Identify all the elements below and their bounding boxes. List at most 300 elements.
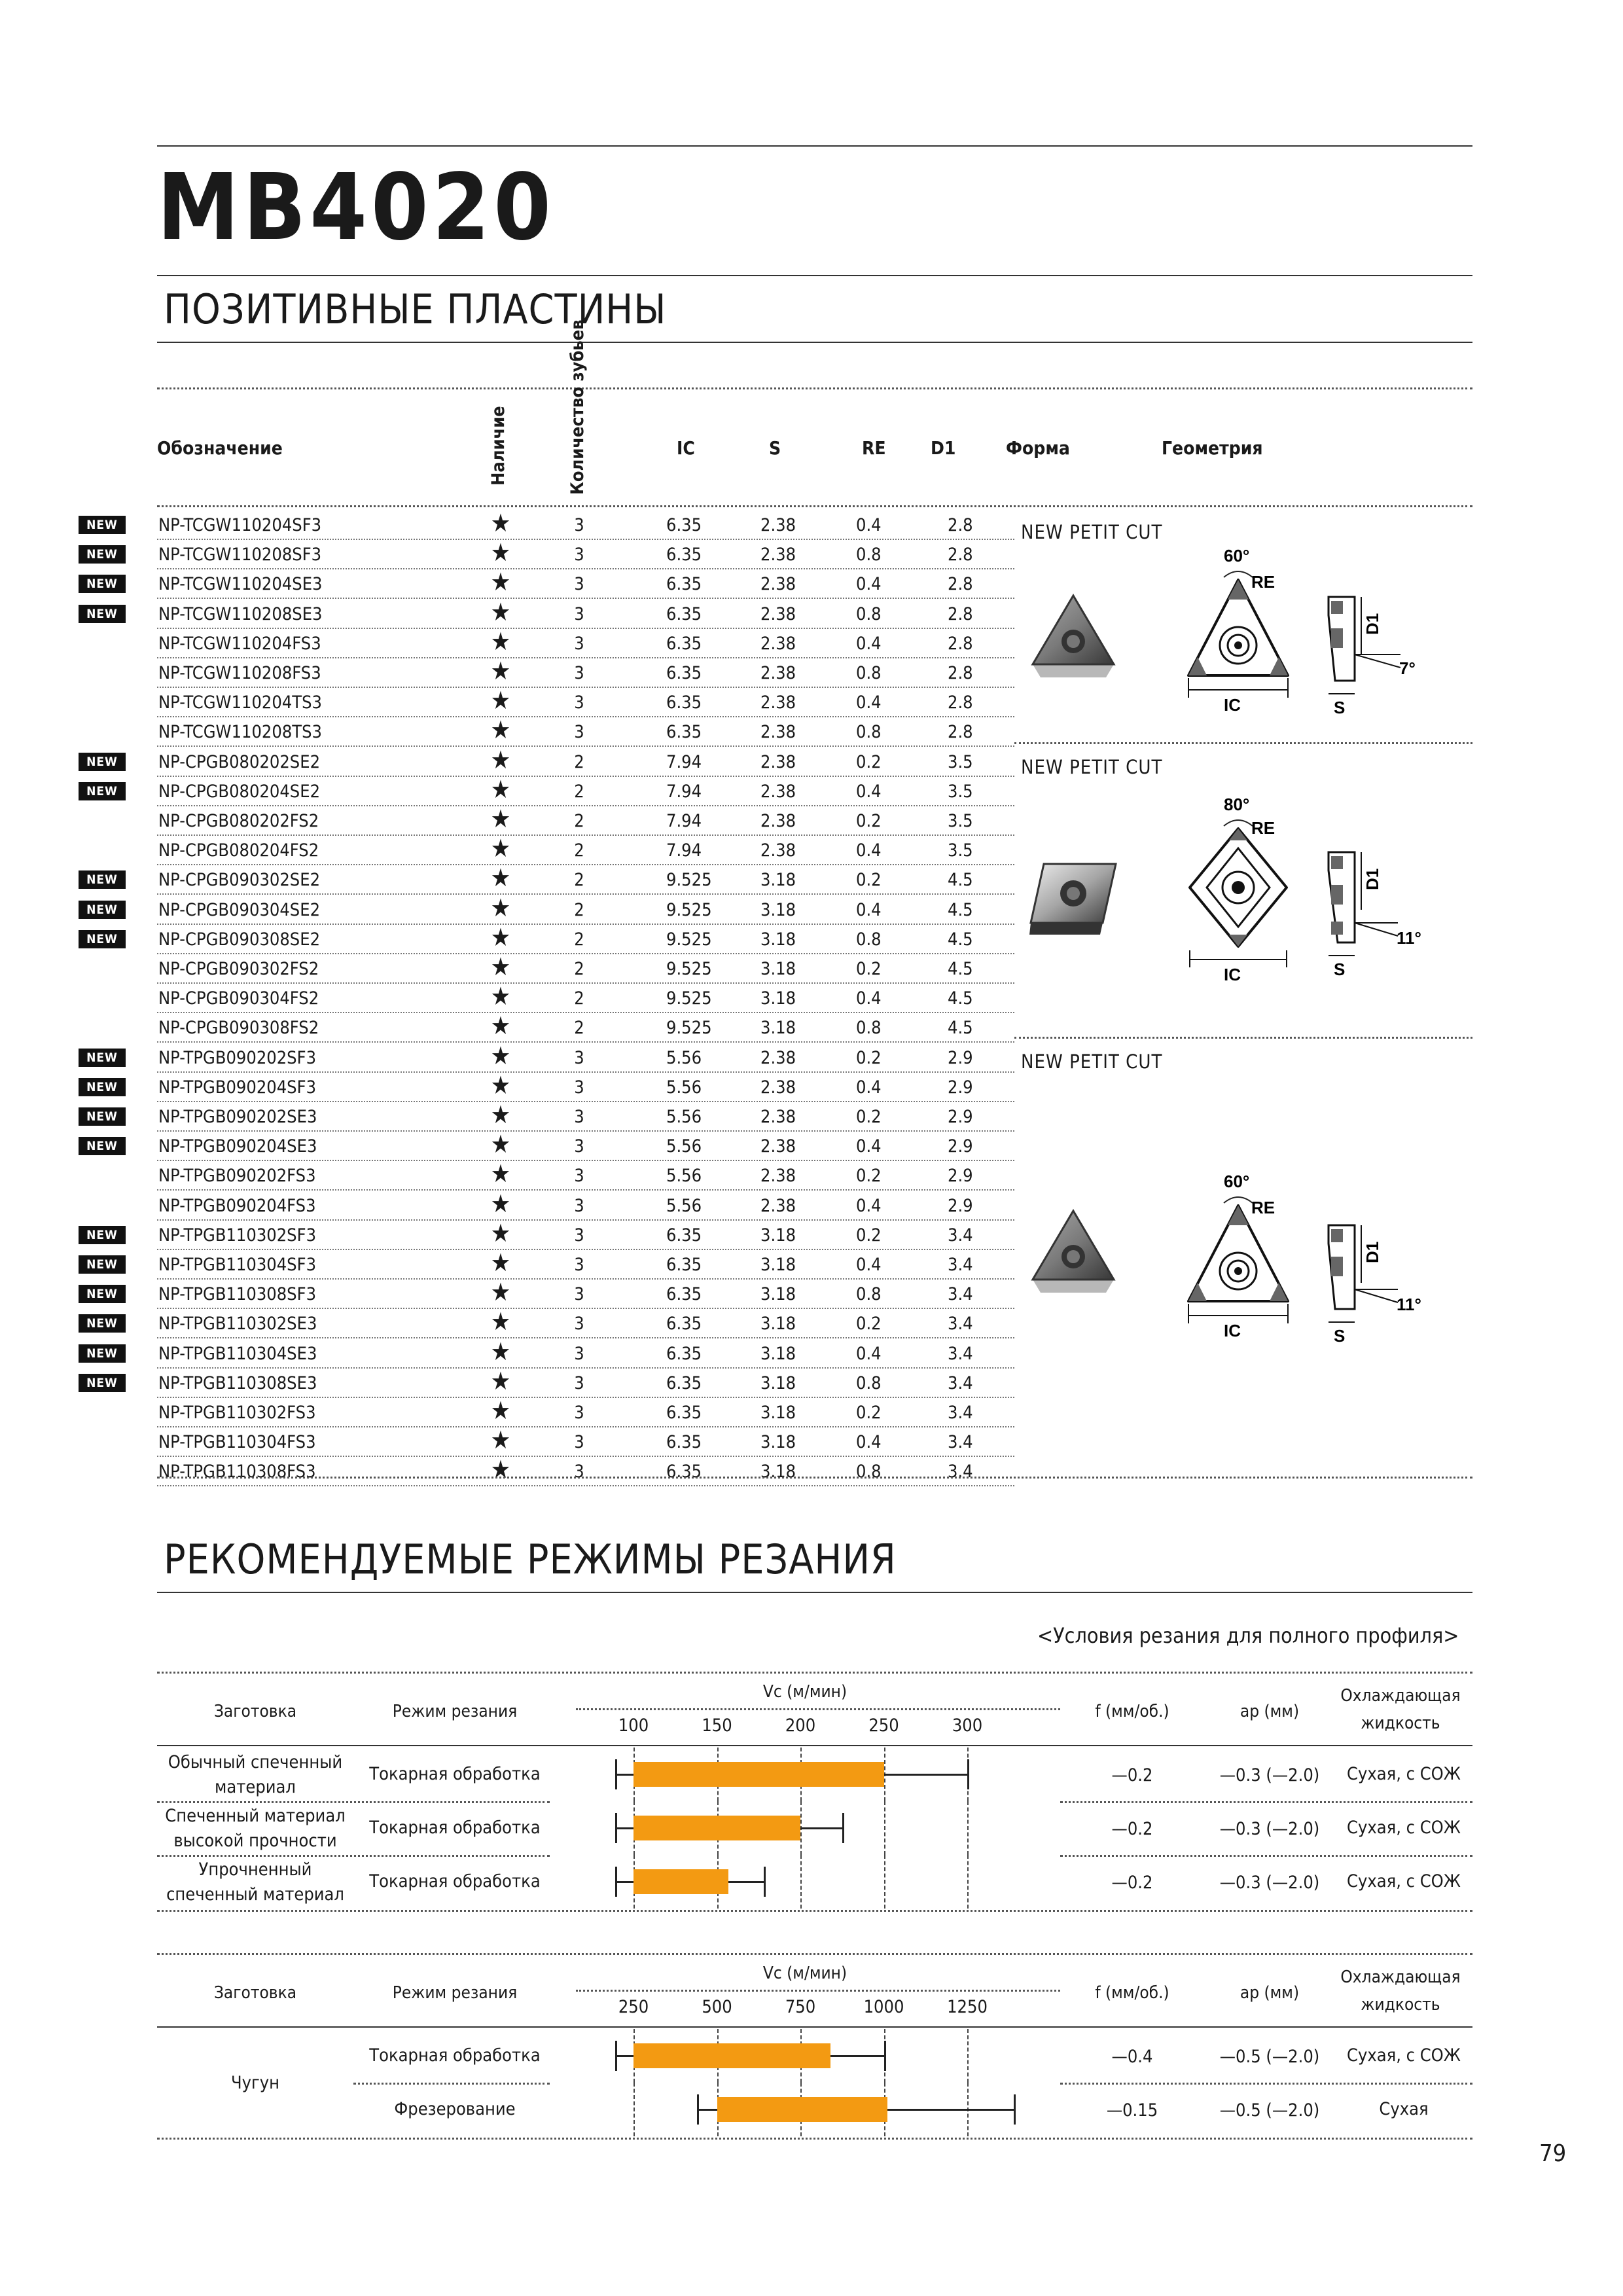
- cell-s: 3.18: [760, 1372, 796, 1393]
- vc-tick-label: 250: [868, 1715, 899, 1736]
- cell-s: 3.18: [760, 1462, 796, 1482]
- cell-re: 0.4: [856, 1255, 882, 1275]
- cell-s: 2.38: [760, 781, 796, 802]
- star-icon: ★: [490, 509, 511, 537]
- cell-availability: [478, 1336, 524, 1366]
- cell-code: NP-CPGB090302FS2: [158, 959, 319, 979]
- cell-d1: 2.8: [948, 603, 973, 624]
- cell-d1: 2.9: [948, 1077, 973, 1098]
- cell-ic: 5.56: [666, 1136, 702, 1157]
- cell-d1: 2.8: [948, 574, 973, 595]
- cell-availability: [478, 1426, 524, 1455]
- star-icon: ★: [490, 774, 511, 804]
- star-icon: ★: [490, 567, 511, 597]
- svg-text:IC: IC: [1224, 965, 1241, 984]
- section-subtitle: ПОЗИТИВНЫЕ ПЛАСТИНЫ: [164, 285, 667, 333]
- vc-gridline: [633, 2083, 635, 2136]
- cell-teeth: 2: [574, 1018, 584, 1039]
- cell-availability: [478, 1366, 524, 1395]
- svg-text:RE: RE: [1251, 1198, 1275, 1217]
- cell-s: 2.38: [760, 545, 796, 565]
- page-title: MB4020: [157, 154, 555, 261]
- header-availability: Наличие: [488, 406, 508, 486]
- star-icon: ★: [490, 715, 511, 745]
- group-label-cpgb: NEW PETIT CUT: [1021, 756, 1163, 778]
- cell-code: NP-TPGB090202SF3: [158, 1047, 317, 1068]
- cell-re: 0.8: [856, 1284, 882, 1305]
- cell-availability: [478, 656, 524, 685]
- cell-teeth: 2: [574, 870, 584, 891]
- vc-tick-label: 100: [618, 1715, 649, 1736]
- coolant-value: Сухая, с СОЖ: [1347, 2045, 1461, 2066]
- insert-side-view-7: [1322, 589, 1427, 720]
- vc-tick-label: 300: [952, 1715, 983, 1736]
- cell-re: 0.2: [856, 1225, 882, 1246]
- cell-availability: [478, 538, 524, 567]
- star-icon: ★: [490, 538, 511, 567]
- cell-teeth: 2: [574, 751, 584, 772]
- star-icon: ★: [490, 597, 511, 626]
- cell-s: 3.18: [760, 1432, 796, 1453]
- vc-tick-label: 1250: [947, 1997, 988, 2017]
- insert-side-view-11-b: [1322, 1217, 1433, 1348]
- cell-teeth: 3: [574, 515, 584, 535]
- cell-s: 2.38: [760, 515, 796, 535]
- cell-code: NP-CPGB080204SE2: [158, 781, 321, 802]
- range-end-tick: [842, 1813, 844, 1843]
- table-row: [157, 597, 1014, 629]
- cell-code: NP-TCGW110204SE3: [158, 574, 323, 595]
- cell-d1: 2.9: [948, 1195, 973, 1216]
- table-row: [157, 895, 1014, 925]
- table-row: [157, 1398, 1014, 1427]
- group-label-tpgb: NEW PETIT CUT: [1021, 1050, 1163, 1073]
- cell-re: 0.8: [856, 929, 882, 950]
- svg-text:11°: 11°: [1397, 928, 1421, 948]
- cell-re: 0.2: [856, 1314, 882, 1335]
- cell-re: 0.4: [856, 1432, 882, 1453]
- star-icon: ★: [490, 686, 511, 715]
- cell-availability: [478, 774, 524, 804]
- cell-code: NP-TCGW110208SE3: [158, 603, 323, 624]
- cell-availability: [478, 804, 524, 833]
- t2-header-mode: Режим резания: [392, 1983, 518, 2003]
- cell-s: 2.38: [760, 1166, 796, 1187]
- cell-re: 0.2: [856, 751, 882, 772]
- svg-text:S: S: [1334, 698, 1346, 717]
- svg-text:D1: D1: [1363, 613, 1382, 635]
- cell-ic: 6.35: [666, 1403, 702, 1423]
- cell-teeth: 3: [574, 1077, 584, 1098]
- cell-re: 0.4: [856, 988, 882, 1009]
- cell-availability: [478, 1130, 524, 1159]
- cell-d1: 4.5: [948, 959, 973, 979]
- range-end-tick: [1014, 2094, 1016, 2125]
- cell-d1: 2.8: [948, 515, 973, 535]
- cell-s: 3.18: [760, 988, 796, 1009]
- cell-teeth: 3: [574, 1343, 584, 1364]
- star-icon: ★: [490, 952, 511, 981]
- star-icon: ★: [490, 834, 511, 863]
- cell-s: 3.18: [760, 899, 796, 920]
- table-row: [157, 1191, 1014, 1221]
- cell-teeth: 3: [574, 574, 584, 595]
- cell-code: NP-TPGB090202SE3: [158, 1107, 317, 1127]
- cell-re: 0.2: [856, 1047, 882, 1068]
- cell-re: 0.2: [856, 870, 882, 891]
- cell-re: 0.2: [856, 959, 882, 979]
- cell-ic: 9.525: [666, 959, 712, 979]
- cell-teeth: 3: [574, 633, 584, 654]
- cell-d1: 3.4: [948, 1314, 973, 1335]
- cell-s: 2.38: [760, 840, 796, 861]
- new-badge: NEW: [79, 1255, 126, 1274]
- vc-gridline: [884, 1801, 885, 1855]
- star-icon: ★: [490, 982, 511, 1011]
- cell-s: 3.18: [760, 1225, 796, 1246]
- table-row: [157, 1132, 1014, 1161]
- insert-diagram-triangle-60: [1178, 547, 1309, 717]
- cell-teeth: 3: [574, 663, 584, 683]
- cell-d1: 2.9: [948, 1107, 973, 1127]
- feed-value: —0.2: [1111, 1765, 1153, 1785]
- new-badge: NEW: [79, 545, 126, 564]
- t1-header-mode: Режим резания: [392, 1702, 518, 1721]
- cell-d1: 3.5: [948, 751, 973, 772]
- cell-ic: 6.35: [666, 633, 702, 654]
- cell-teeth: 3: [574, 1284, 584, 1305]
- cell-d1: 3.4: [948, 1432, 973, 1453]
- star-icon: ★: [490, 1130, 511, 1159]
- cell-code: NP-TCGW110208FS3: [158, 663, 321, 683]
- svg-text:D1: D1: [1363, 868, 1382, 890]
- table-row: [157, 688, 1014, 717]
- table-bottom-border: [157, 1910, 1472, 1912]
- cell-d1: 4.5: [948, 929, 973, 950]
- cell-code: NP-TCGW110204SF3: [158, 515, 322, 535]
- cell-ic: 9.525: [666, 870, 712, 891]
- cell-re: 0.2: [856, 811, 882, 831]
- cell-ic: 9.525: [666, 929, 712, 950]
- table-row: [157, 865, 1014, 895]
- cell-ic: 6.35: [666, 722, 702, 743]
- workpiece-cast-iron: Чугун: [230, 2073, 280, 2093]
- feed-value: —0.2: [1111, 1819, 1153, 1839]
- cell-code: NP-CPGB080202SE2: [158, 751, 321, 772]
- cell-d1: 3.4: [948, 1255, 973, 1275]
- star-icon: ★: [490, 1366, 511, 1395]
- cell-availability: [478, 922, 524, 952]
- feed-value: —0.15: [1106, 2100, 1158, 2121]
- cell-code: NP-TPGB110304FS3: [158, 1432, 316, 1453]
- cell-availability: [478, 1041, 524, 1070]
- cell-availability: [478, 1189, 524, 1218]
- vc-recommended-bar: [717, 2097, 887, 2122]
- cell-d1: 2.9: [948, 1047, 973, 1068]
- cell-ic: 6.35: [666, 515, 702, 535]
- insert-photo-triangle-2: [1027, 1204, 1119, 1302]
- table-row: [157, 1013, 1014, 1043]
- star-icon: ★: [490, 626, 511, 656]
- cutting-note: <Условия резания для полного профиля>: [1037, 1623, 1459, 1648]
- cell-code: NP-CPGB080204FS2: [158, 840, 319, 861]
- cell-code: NP-TCGW110208SF3: [158, 545, 322, 565]
- cell-re: 0.8: [856, 1372, 882, 1393]
- star-icon: ★: [490, 1307, 511, 1336]
- cell-s: 2.38: [760, 603, 796, 624]
- cell-d1: 3.4: [948, 1284, 973, 1305]
- cell-ic: 6.35: [666, 1284, 702, 1305]
- cell-ic: 5.56: [666, 1195, 702, 1216]
- star-icon: ★: [490, 1455, 511, 1484]
- vc-tick-label: 1000: [863, 1997, 904, 2017]
- cell-ic: 7.94: [666, 781, 702, 802]
- cutting-mode: Фрезерование: [394, 2099, 516, 2119]
- cell-availability: [478, 863, 524, 893]
- cell-re: 0.4: [856, 574, 882, 595]
- table-row: [157, 658, 1014, 688]
- cell-ic: 6.35: [666, 603, 702, 624]
- cell-teeth: 2: [574, 781, 584, 802]
- cell-ic: 6.35: [666, 1255, 702, 1275]
- table-row: [157, 626, 1014, 658]
- cell-d1: 3.5: [948, 840, 973, 861]
- cell-ic: 6.35: [666, 1225, 702, 1246]
- cell-code: NP-TPGB110304SE3: [158, 1343, 317, 1364]
- cell-ic: 6.35: [666, 1462, 702, 1482]
- star-icon: ★: [490, 1159, 511, 1189]
- cell-availability: [478, 1011, 524, 1041]
- cell-s: 2.38: [760, 633, 796, 654]
- cell-s: 2.38: [760, 1047, 796, 1068]
- vc-gridline: [967, 1855, 969, 1909]
- cell-re: 0.4: [856, 1077, 882, 1098]
- cell-code: NP-TPGB110302FS3: [158, 1403, 316, 1423]
- table-row: [157, 954, 1014, 984]
- table-row: [157, 1457, 1014, 1486]
- new-badge: NEW: [79, 870, 126, 889]
- cell-availability: [478, 597, 524, 626]
- cell-teeth: 3: [574, 1047, 584, 1068]
- vc-tick-label: 250: [618, 1997, 649, 2017]
- cell-d1: 2.8: [948, 722, 973, 743]
- header-geometry: Геометрия: [1162, 437, 1263, 459]
- depth-value: —0.3 (—2.0): [1219, 1765, 1320, 1785]
- cutting-mode: Токарная обработка: [369, 2045, 541, 2066]
- row-separator-right: [1060, 1855, 1472, 1857]
- table-row: [157, 1043, 1014, 1073]
- table-row: [157, 774, 1014, 806]
- cell-d1: 3.5: [948, 781, 973, 802]
- cell-ic: 6.35: [666, 1314, 702, 1335]
- table-row: [157, 1161, 1014, 1191]
- cell-re: 0.4: [856, 515, 882, 535]
- cell-availability: [478, 1278, 524, 1307]
- cell-re: 0.4: [856, 840, 882, 861]
- cell-d1: 4.5: [948, 1018, 973, 1039]
- range-end-tick: [967, 1759, 969, 1789]
- cell-ic: 6.35: [666, 1343, 702, 1364]
- cell-ic: 6.35: [666, 1432, 702, 1453]
- cell-availability: [478, 952, 524, 981]
- svg-text:D1: D1: [1363, 1241, 1382, 1263]
- coolant-value: Сухая, с СОЖ: [1347, 1871, 1461, 1892]
- cell-d1: 2.9: [948, 1136, 973, 1157]
- star-icon: ★: [490, 745, 511, 774]
- cell-s: 3.18: [760, 959, 796, 979]
- cutting-title: РЕКОМЕНДУЕМЫЕ РЕЖИМЫ РЕЗАНИЯ: [164, 1535, 897, 1583]
- cell-code: NP-CPGB090302SE2: [158, 870, 321, 891]
- star-icon: ★: [490, 1070, 511, 1100]
- cell-availability: [478, 626, 524, 656]
- cell-d1: 2.8: [948, 545, 973, 565]
- new-badge: NEW: [79, 782, 126, 800]
- cell-teeth: 3: [574, 1403, 584, 1423]
- cell-availability: [478, 567, 524, 597]
- cell-ic: 6.35: [666, 1372, 702, 1393]
- cell-ic: 5.56: [666, 1047, 702, 1068]
- cell-s: 2.38: [760, 1136, 796, 1157]
- table-row: [157, 984, 1014, 1013]
- table-row: [157, 1218, 1014, 1250]
- cell-ic: 9.525: [666, 1018, 712, 1039]
- cell-availability: [478, 1159, 524, 1189]
- cell-teeth: 3: [574, 692, 584, 713]
- cell-code: NP-TPGB110308FS3: [158, 1462, 316, 1482]
- cell-d1: 3.4: [948, 1462, 973, 1482]
- cutting-mode: Токарная обработка: [369, 1871, 541, 1892]
- cell-re: 0.4: [856, 1343, 882, 1364]
- new-badge: NEW: [79, 1137, 126, 1155]
- star-icon: ★: [490, 893, 511, 922]
- cell-re: 0.4: [856, 692, 882, 713]
- row-separator-left: [353, 2083, 550, 2085]
- cell-re: 0.4: [856, 1195, 882, 1216]
- depth-value: —0.5 (—2.0): [1219, 2100, 1320, 2121]
- star-icon: ★: [490, 1426, 511, 1455]
- table-row: [157, 1280, 1014, 1309]
- cell-code: NP-TPGB110304SF3: [158, 1255, 317, 1275]
- cell-d1: 2.8: [948, 692, 973, 713]
- header-ic: IC: [677, 437, 695, 459]
- cell-teeth: 3: [574, 1432, 584, 1453]
- cell-code: NP-TCGW110204TS3: [158, 692, 322, 713]
- row-separator-left: [157, 1855, 550, 1857]
- row-separator-right: [1060, 1801, 1472, 1803]
- new-badge: NEW: [79, 1226, 126, 1244]
- header-d1: D1: [931, 437, 956, 459]
- cell-ic: 5.56: [666, 1166, 702, 1187]
- cell-re: 0.8: [856, 545, 882, 565]
- cell-d1: 3.5: [948, 811, 973, 831]
- new-badge: NEW: [79, 1344, 126, 1363]
- header-teeth-count: Количество зубьев: [567, 319, 588, 495]
- svg-text:60°: 60°: [1224, 1173, 1250, 1191]
- insert-diagram-rhombic-80: [1178, 796, 1309, 986]
- cell-re: 0.4: [856, 781, 882, 802]
- cell-availability: [478, 1248, 524, 1277]
- cell-ic: 6.35: [666, 574, 702, 595]
- svg-text:60°: 60°: [1224, 547, 1250, 565]
- cutting-mode: Токарная обработка: [369, 1764, 541, 1784]
- cell-ic: 6.35: [666, 692, 702, 713]
- new-badge: NEW: [79, 1078, 126, 1096]
- cell-teeth: 3: [574, 1372, 584, 1393]
- star-icon: ★: [490, 656, 511, 685]
- cell-s: 3.18: [760, 929, 796, 950]
- page-number: 79: [1539, 2140, 1567, 2167]
- svg-text:RE: RE: [1251, 818, 1275, 838]
- vc-gridline: [884, 1855, 885, 1909]
- cell-s: 2.38: [760, 663, 796, 683]
- table-row: [157, 540, 1014, 569]
- table-row: [157, 511, 1014, 540]
- insert-diagram-triangle-60-b: [1178, 1173, 1309, 1343]
- cell-availability: [478, 1100, 524, 1129]
- cell-s: 2.38: [760, 574, 796, 595]
- cell-d1: 4.5: [948, 870, 973, 891]
- cell-ic: 6.35: [666, 545, 702, 565]
- depth-value: —0.5 (—2.0): [1219, 2047, 1320, 2067]
- cell-teeth: 3: [574, 1107, 584, 1127]
- cell-teeth: 2: [574, 811, 584, 831]
- table-row: [157, 806, 1014, 836]
- cell-re: 0.8: [856, 722, 882, 743]
- vc-tick-label: 750: [785, 1997, 816, 2017]
- insert-photo-rhombic: [1024, 851, 1122, 942]
- cell-ic: 7.94: [666, 811, 702, 831]
- new-badge: NEW: [79, 930, 126, 948]
- header-re: RE: [862, 437, 886, 459]
- vc-gridline: [967, 2029, 969, 2083]
- cell-teeth: 2: [574, 899, 584, 920]
- cell-teeth: 2: [574, 988, 584, 1009]
- cell-re: 0.2: [856, 1107, 882, 1127]
- new-badge: NEW: [79, 1285, 126, 1303]
- svg-text:11°: 11°: [1397, 1295, 1421, 1314]
- cell-code: NP-TPGB110302SE3: [158, 1314, 317, 1335]
- range-end-tick: [764, 1867, 766, 1897]
- workpiece-line1: Спеченный материал: [165, 1806, 346, 1826]
- star-icon: ★: [490, 1100, 511, 1129]
- depth-value: —0.3 (—2.0): [1219, 1873, 1320, 1893]
- t1-header-coolant: Охлаждающая жидкость: [1340, 1686, 1461, 1733]
- new-badge: NEW: [79, 605, 126, 623]
- svg-text:7°: 7°: [1399, 658, 1416, 678]
- workpiece-line2: материал: [215, 1777, 296, 1797]
- table-bottom-border: [157, 2138, 1472, 2140]
- star-icon: ★: [490, 1011, 511, 1041]
- cell-d1: 3.4: [948, 1343, 973, 1364]
- table-row: [157, 1336, 1014, 1369]
- cell-re: 0.4: [856, 633, 882, 654]
- star-icon: ★: [490, 1189, 511, 1218]
- cell-availability: [478, 1396, 524, 1425]
- workpiece-line2: спеченный материал: [166, 1884, 344, 1905]
- t1-header-ap: ap (мм): [1240, 1702, 1300, 1721]
- cell-d1: 2.9: [948, 1166, 973, 1187]
- cell-d1: 4.5: [948, 988, 973, 1009]
- workpiece-line2: высокой прочности: [173, 1831, 337, 1851]
- vc-recommended-bar: [633, 1869, 728, 1894]
- table-row: [157, 836, 1014, 865]
- cell-ic: 7.94: [666, 751, 702, 772]
- range-end-tick: [884, 2041, 886, 2071]
- table-row: [157, 1250, 1014, 1280]
- table-row: [157, 1309, 1014, 1338]
- cell-code: NP-CPGB080202FS2: [158, 811, 319, 831]
- cell-code: NP-CPGB090304SE2: [158, 899, 321, 920]
